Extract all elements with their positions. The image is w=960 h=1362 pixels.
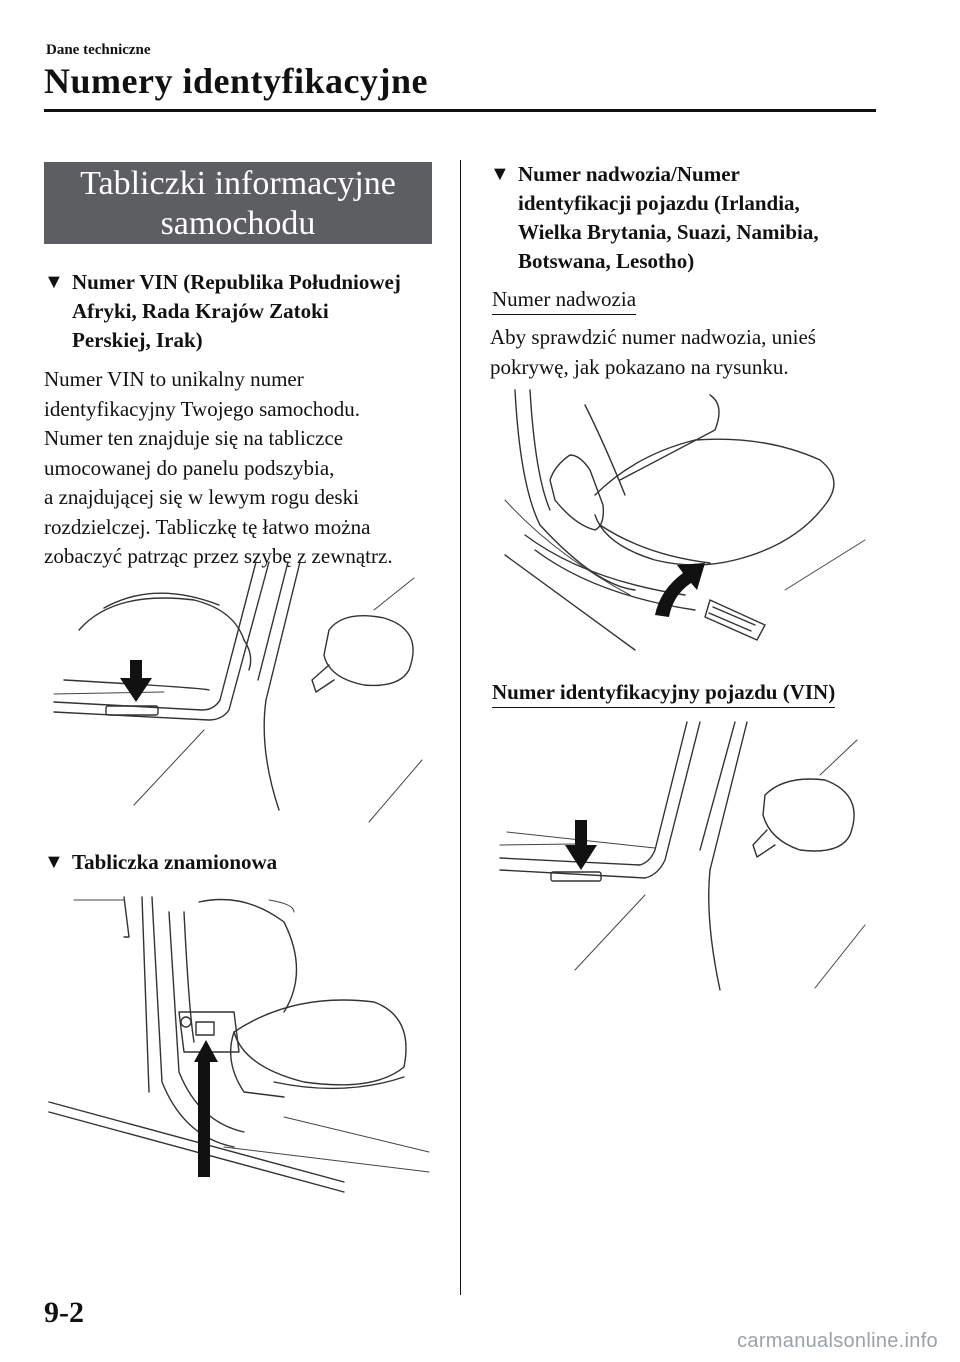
vin-text-line-7: zobaczyć patrząc przez szybę z zewnątrz.	[44, 544, 393, 568]
column-divider	[460, 160, 461, 1295]
body-number-heading	[490, 160, 890, 276]
section-banner	[44, 162, 432, 244]
body-number-label: Numer nadwozia	[492, 285, 636, 315]
vin-paragraph	[44, 365, 444, 572]
plate-heading-text: Tabliczka znamionowa	[72, 850, 278, 874]
vin-text-line-4: umocowanej do panelu podszybia,	[44, 455, 335, 480]
body-heading-line-1: Numer nadwozia/Numer	[518, 162, 740, 186]
arrow-pointer-icon	[120, 660, 152, 702]
vin-text-line-6: rozdzielczej. Tabliczkę tę łatwo można	[44, 514, 371, 539]
plate-heading	[44, 848, 444, 877]
vin-text-line-5: a znajdującej się w lewym rogu deski	[44, 485, 359, 509]
arrow-pointer-icon	[655, 563, 705, 617]
body-number-paragraph	[490, 323, 890, 382]
triangle-down-icon: ▼	[44, 271, 64, 293]
vin-label-wrap	[492, 678, 835, 708]
body-text-line-1: Aby sprawdzić numer nadwozia, unieś	[490, 325, 816, 349]
body-text-line-2: pokrywę, jak pokazano na rysunku.	[490, 354, 789, 379]
vin-text-line-3: Numer ten znajduje się na tabliczce	[44, 426, 344, 450]
watermark: carmanualsonline.info	[737, 1330, 938, 1352]
vin-heading-line-1: Numer VIN (Republika Południowej	[72, 270, 401, 294]
vin-text-line-2: identyfikacyjny Twojego samochodu.	[44, 396, 360, 421]
vin-label: Numer identyfikacyjny pojazdu (VIN)	[492, 678, 835, 708]
page-title: Numery identyfikacyjne	[44, 61, 428, 101]
plate-illustration	[44, 892, 434, 1182]
vin-illustration	[495, 720, 875, 995]
page-number: 9-2	[44, 1296, 84, 1329]
triangle-down-icon: ▼	[490, 163, 510, 185]
vin-heading	[44, 268, 444, 355]
vin-heading-line-3: Perskiej, Irak)	[72, 328, 203, 352]
banner-line-2: samochodu	[160, 205, 316, 242]
header-rule	[44, 109, 876, 112]
vin-text-line-1: Numer VIN to unikalny numer	[44, 367, 304, 391]
windshield-vin-illustration	[44, 560, 434, 835]
section-label: Dane techniczne	[46, 42, 151, 58]
body-number-illustration	[495, 385, 875, 660]
body-number-label-wrap	[492, 285, 636, 315]
body-heading-line-2: identyfikacji pojazdu (Irlandia,	[518, 191, 800, 215]
triangle-down-icon: ▼	[44, 851, 64, 873]
banner-line-1: Tabliczki informacyjne	[80, 165, 396, 202]
body-heading-line-3: Wielka Brytania, Suazi, Namibia,	[518, 220, 819, 244]
body-heading-line-4: Botswana, Lesotho)	[518, 249, 695, 273]
vin-heading-line-2: Afryki, Rada Krajów Zatoki	[72, 299, 329, 323]
